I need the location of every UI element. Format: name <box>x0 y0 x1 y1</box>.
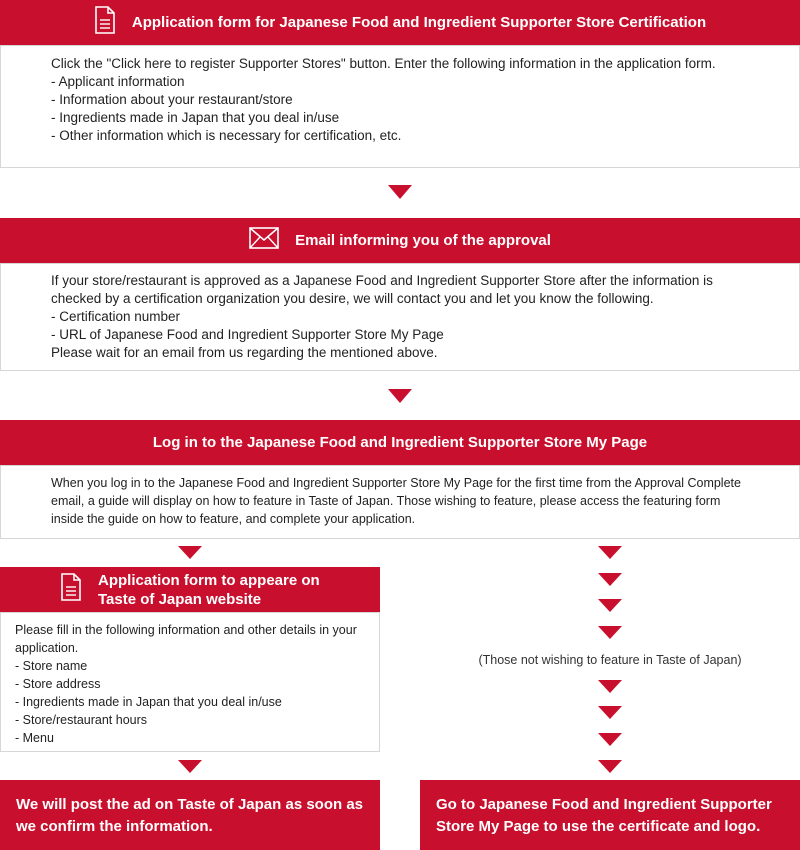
step2-body <box>0 263 800 371</box>
step4-line: - Store address <box>15 677 101 691</box>
step3-text: When you log in to the Japanese Food and Ingredient Supporter Store My Page for the first time from the Approval Complete email, a guide will display on how to feature in Taste of Japan. Those wishing to feature, please access the featuring form inside the guide on how to feature, and complete your application. <box>51 476 741 526</box>
flow-arrow <box>598 733 622 746</box>
step2-line: - URL of Japanese Food and Ingredient Supporter Store My Page <box>51 327 444 342</box>
flow-arrow <box>388 389 412 403</box>
flow-arrow <box>388 185 412 199</box>
flow-arrow <box>598 599 622 612</box>
step1-line: Click the "Click here to register Supporter Stores" button. Enter the following information in the application form. <box>51 56 716 71</box>
step4-line: - Ingredients made in Japan that you deal in/use <box>15 695 282 709</box>
final-right-text: Go to Japanese Food and Ingredient Supporter Store My Page to use the certificate and logo. <box>436 796 772 835</box>
document-icon <box>60 573 82 606</box>
step3-header <box>0 420 800 465</box>
step4-line: Please fill in the following information and other details in your application. <box>15 623 357 655</box>
step1-title: Application form for Japanese Food and Ingredient Supporter Store Certification <box>131 14 707 31</box>
step4-title: Application form to appeare on Taste of Japan website <box>98 571 320 608</box>
flow-arrow <box>598 680 622 693</box>
final-left-box <box>0 780 380 850</box>
final-right-box <box>420 780 800 850</box>
step3-title: Log in to the Japanese Food and Ingredient Supporter Store My Page <box>152 434 648 451</box>
step2-line: If your store/restaurant is approved as a Japanese Food and Ingredient Supporter Store after the information is checked by a certification organization you desire, we will contact you and let you know the following. <box>51 273 713 306</box>
right-branch-note: (Those not wishing to feature in Taste of Japan) <box>478 653 742 667</box>
step2-line: Please wait for an email from us regarding the mentioned above. <box>51 345 438 360</box>
document-icon <box>94 6 116 39</box>
step4-line: - Store/restaurant hours <box>15 713 148 727</box>
step1-line: - Information about your restaurant/store <box>51 92 293 107</box>
step4-line: - Menu <box>15 731 54 745</box>
flow-arrow <box>178 546 202 559</box>
step4-body <box>0 612 380 752</box>
step4-header <box>0 567 380 612</box>
flow-arrow <box>598 626 622 639</box>
step2-header <box>0 218 800 263</box>
step1-line: - Other information which is necessary for certification, etc. <box>51 128 402 143</box>
flow-arrow <box>598 573 622 586</box>
step2-title: Email informing you of the approval <box>295 232 551 249</box>
step1-line: - Ingredients made in Japan that you deal in/use <box>51 110 340 125</box>
flow-arrow <box>598 760 622 773</box>
flow-arrow <box>178 760 202 773</box>
step2-line: - Certification number <box>51 309 181 324</box>
step1-line: - Applicant information <box>51 74 185 89</box>
flow-arrow <box>598 546 622 559</box>
step1-body <box>0 45 800 168</box>
step1-header <box>0 0 800 45</box>
flow-arrow <box>598 706 622 719</box>
final-left-text: We will post the ad on Taste of Japan as soon as we confirm the information. <box>16 796 364 835</box>
envelope-icon <box>249 227 279 254</box>
step3-body <box>0 465 800 539</box>
step4-line: - Store name <box>15 659 88 673</box>
